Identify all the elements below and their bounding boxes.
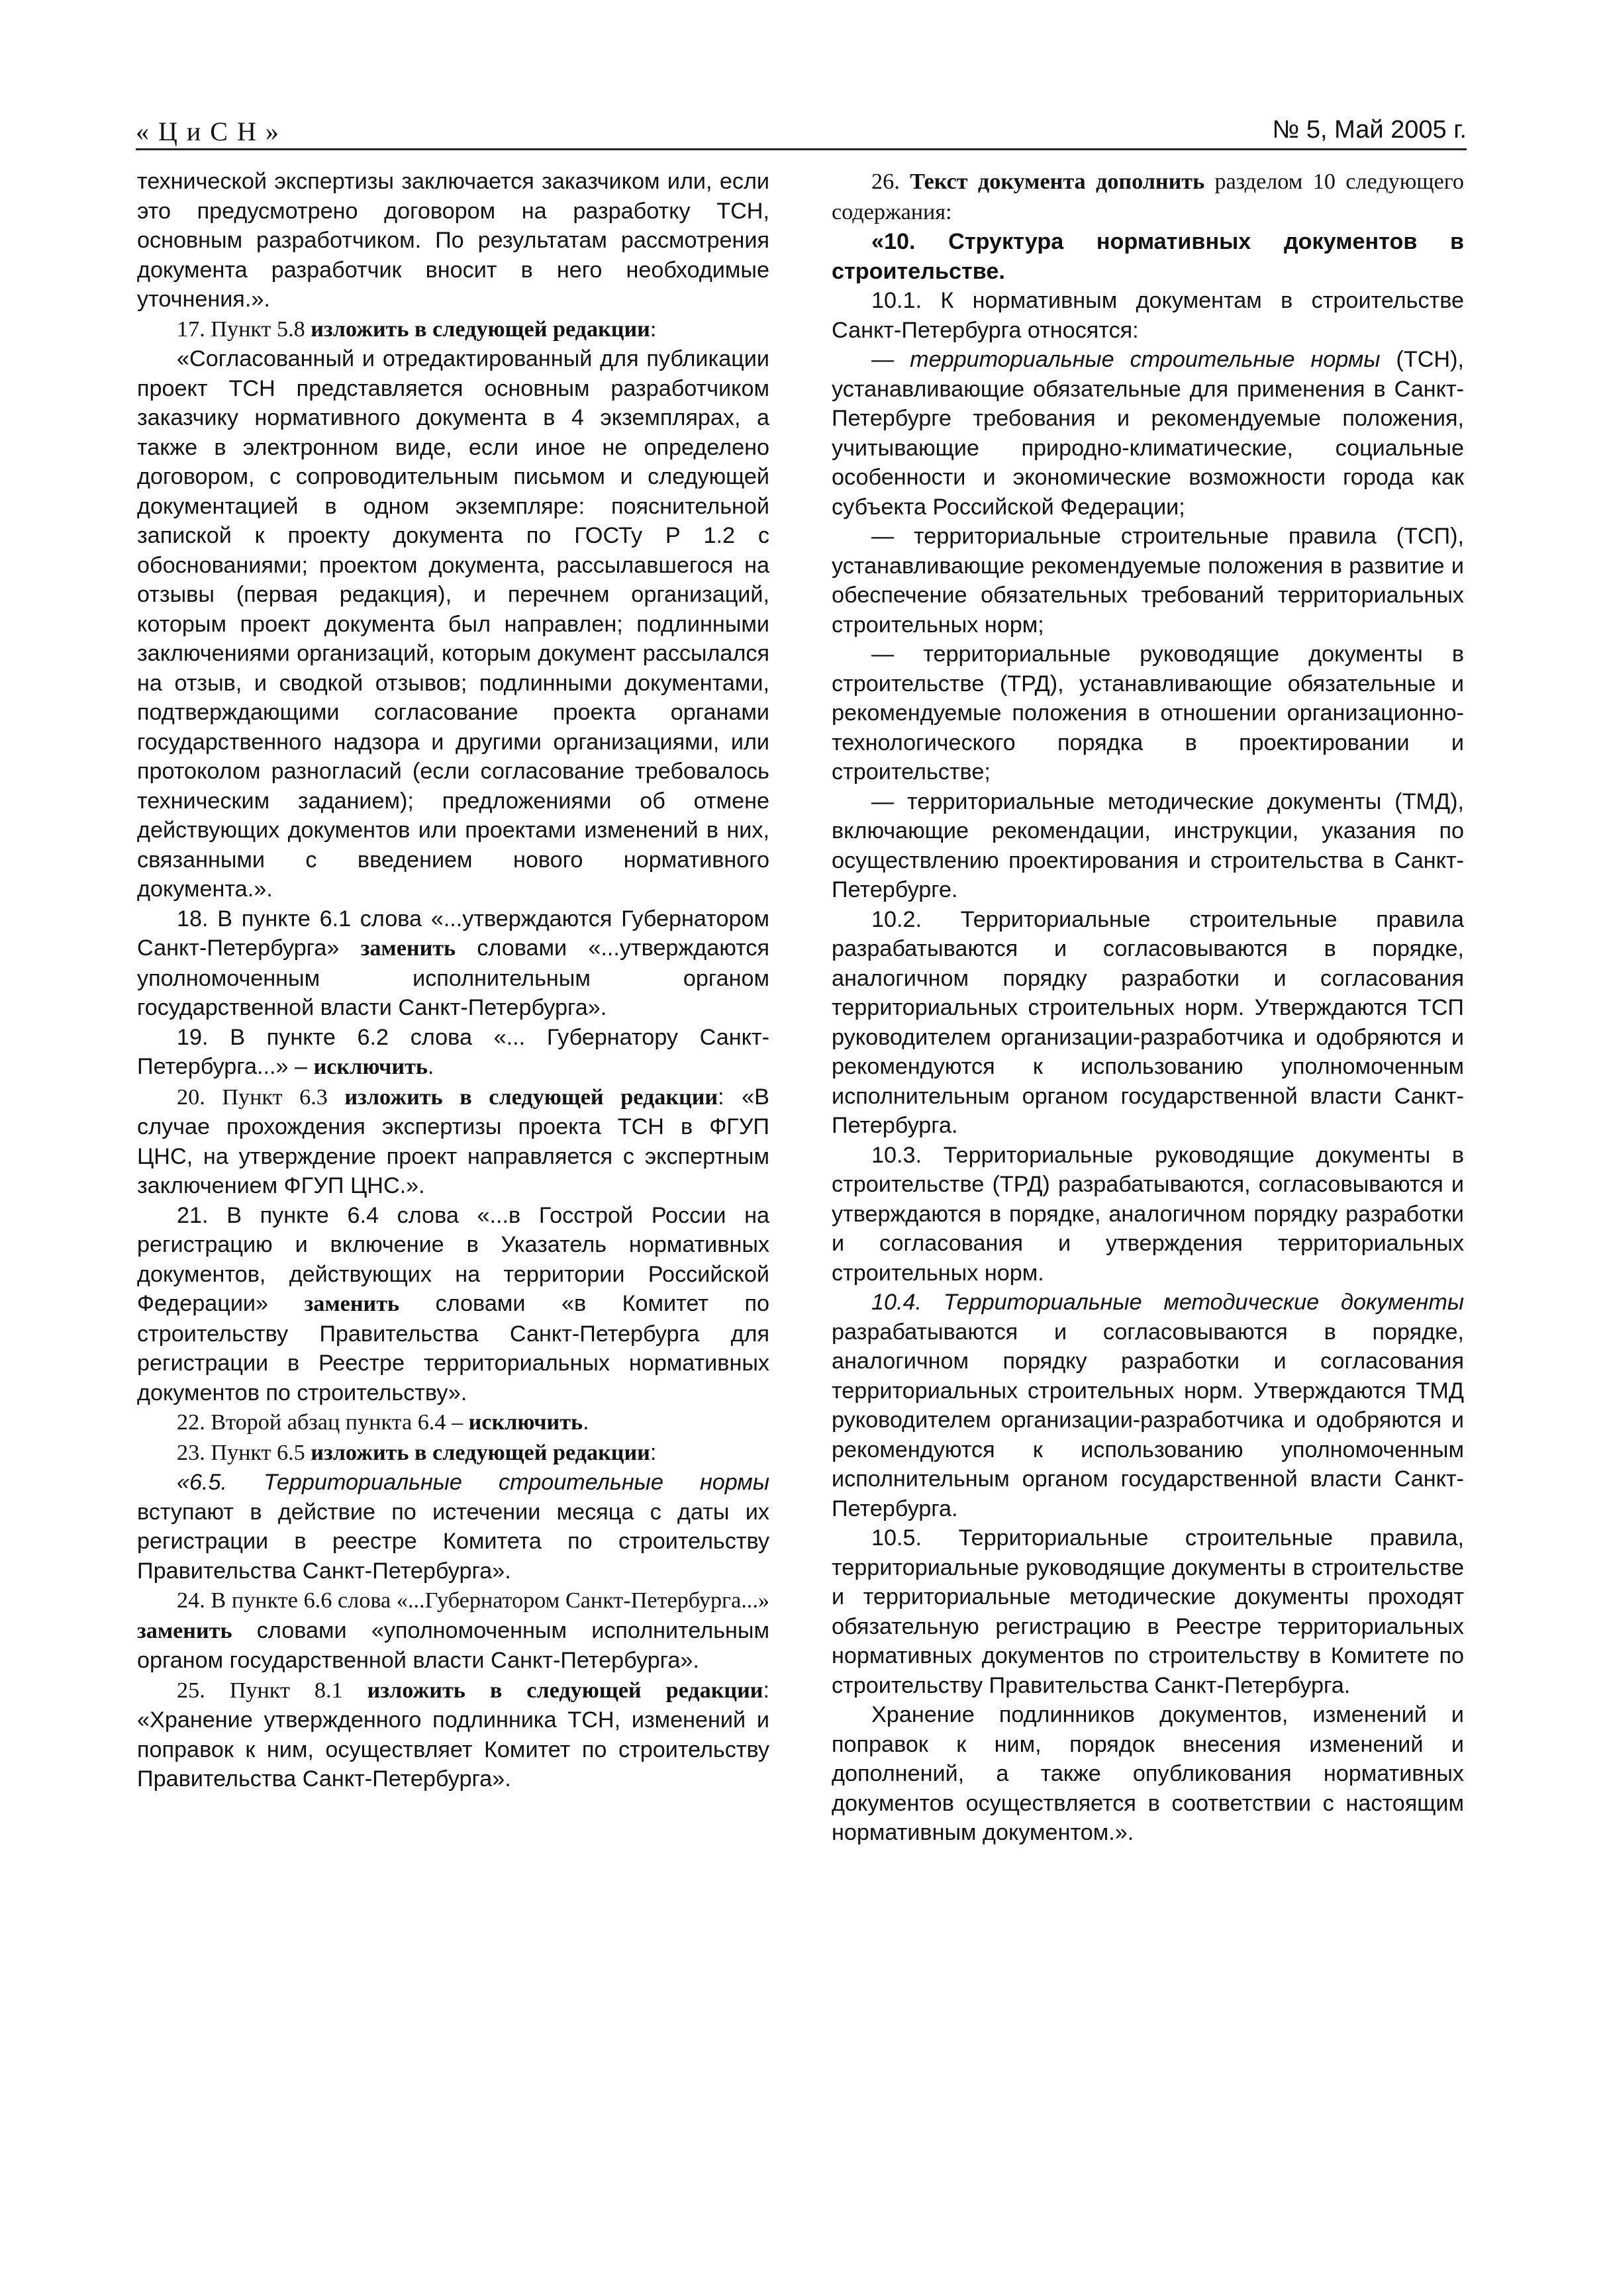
clause-10-2: 10.2. Территориальные строительные правила разрабатываются и согласовываются в порядке, аналогичном порядку разработки и согласования территориальных строительных норм. Утверждаются ТСП руководителем организации-разработчика и одобряются и рекомендуются к использованию уполномоченным исполнительным органом государственной власти Санкт-Петербурга. bbox=[832, 906, 1464, 1138]
right-column bbox=[832, 167, 1464, 1848]
journal-title: « Ц и С Н » bbox=[136, 117, 280, 146]
paragraph-continuation: технической экспертизы заключается заказчиком или, если это предусмотрено договором на разработку ТСН, основным разработчиком. По результатам рассмотрения документа разработчик вносит в него необходимые уточнения.». bbox=[137, 169, 769, 312]
list-item-tmd: — территориальные методические документы (ТМД), включающие рекомендации, инструкции, указания по осуществлению проектирования и строительства в Санкт-Петербурге. bbox=[832, 789, 1464, 902]
item-20: 20. Пункт 6.3 изложить в следующей редакции: «В случае прохождения экспертизы проекта ТСН в ФГУП ЦНС, на утверждение проект направляется с экспертным заключением ФГУП ЦНС.». bbox=[137, 1084, 769, 1198]
issue-number: № 5, Май 2005 г. bbox=[1272, 116, 1467, 144]
item-17-quote: «Согласованный и отредактированный для публикации проект ТСН представляется основным разработчиком заказчику нормативного документа в 4 экземплярах, а также в электронном виде, если иное не определено договором, с сопроводительным письмом и следующей документацией в одном экземпляре: пояснительной запиской к проекту документа по ГОСТу Р 1.2 с обоснованиями; проектом документа, рассылавшегося на отзывы (первая редакция), и перечнем организаций, которым проект документа был направлен; подлинными заключениями организаций, которым документ рассылался на отзыв, и сводкой отзывов; подлинными документами, подтверждающими согласование проекта органами государственного надзора и другими организациями, или протоколом разногласий (если согласование требовалось техническим заданием); предложениями об отмене действующих документов или проектами изменений в них, связанными с введением нового нормативного документа.». bbox=[137, 346, 769, 902]
item-17: 17. Пункт 5.8 изложить в следующей редакции: bbox=[177, 316, 657, 342]
item-18: 18. В пункте 6.1 слова «...утверждаются Губернатором Санкт-Петербурга» заменить словами «...утверждаются уполномоченным исполнительным органом государственной власти Санкт-Петербурга». bbox=[137, 906, 769, 1020]
section-10-heading: «10. Структура нормативных документов в строительстве. bbox=[832, 229, 1464, 284]
item-26: 26. Текст документа дополнить разделом 10 следующего содержания: bbox=[832, 169, 1465, 224]
item-23-quote: «6.5. Территориальные строительные нормы вступают в действие по истечении месяца с даты их регистрации в реестре Комитета по строительству Правительства Санкт-Петербурга». bbox=[137, 1470, 769, 1584]
item-22: 22. Второй абзац пункта 6.4 – исключить. bbox=[177, 1410, 589, 1435]
header-divider bbox=[136, 148, 1467, 150]
item-23: 23. Пункт 6.5 изложить в следующей редакции: bbox=[177, 1439, 657, 1465]
left-column bbox=[137, 167, 769, 1794]
list-item-tsn: — территориальные строительные нормы (ТСН), устанавливающие обязательные для применения в Санкт-Петербурге требования и рекомендуемые положения, учитывающие природно-климатические, социальные особенности и экономические возможности города как субъекта Российской Федерации; bbox=[832, 347, 1464, 520]
clause-10-1: 10.1. К нормативным документам в строительстве Санкт-Петербурга относятся: bbox=[832, 288, 1464, 343]
item-19: 19. В пункте 6.2 слова «... Губернатору Санкт-Петербурга...» – исключить. bbox=[137, 1024, 769, 1079]
item-24: 24. В пункте 6.6 слова «...Губернатором Санкт-Петербурга...» заменить словами «уполномоченным исполнительным органом государственной власти Санкт-Петербурга». bbox=[137, 1588, 769, 1673]
closing-paragraph: Хранение подлинников документов, изменений и поправок к ним, порядок внесения изменений и дополнений, а также опубликования нормативных документов осуществляется в соответствии с настоящим нормативным документом.». bbox=[832, 1702, 1464, 1845]
item-21: 21. В пункте 6.4 слова «...в Госстрой России на регистрацию и включение в Указатель нормативных документов, действующих на территории Российской Федерации» заменить словами «в Комитет по строительству Правительства Санкт-Петербурга для регистрации в Реестре территориальных нормативных документов по строительству». bbox=[137, 1202, 770, 1406]
item-25: 25. Пункт 8.1 изложить в следующей редакции: «Хранение утвержденного подлинника ТСН, изменений и поправок к ним, осуществляет Комитет по строительству Правительства Санкт-Петербурга». bbox=[137, 1677, 769, 1792]
list-item-trd: — территориальные руководящие документы в строительстве (ТРД), устанавливающие обязательные и рекомендуемые положения в отношении организационно-технологического порядка в проектировании и строительстве; bbox=[832, 642, 1464, 785]
clause-10-5: 10.5. Территориальные строительные правила, территориальные руководящие документы в строительстве и территориальные методические документы проходят обязательную регистрацию в Реестре территориальных нормативных документов по строительству в Комитете по строительству Правительства Санкт-Петербурга. bbox=[832, 1525, 1464, 1698]
list-item-tsp: — территориальные строительные правила (ТСП), устанавливающие рекомендуемые положения в развитие и обеспечение обязательных требований территориальных строительных норм; bbox=[832, 524, 1464, 638]
clause-10-3: 10.3. Территориальные руководящие документы в строительстве (ТРД) разрабатываются, согласовываются и утверждаются в порядке, аналогичном порядку разработки и согласования и утверждения территориальных строительных норм. bbox=[832, 1142, 1464, 1286]
clause-10-4: 10.4. Территориальные методические документы разрабатываются и согласовываются в порядке, аналогичном порядку разработки и согласования территориальных строительных норм. Утверждаются ТМД руководителем организации-разработчика и одобряются и рекомендуются к использованию уполномоченным исполнительным органом государственной власти Санкт-Петербурга. bbox=[832, 1290, 1464, 1521]
